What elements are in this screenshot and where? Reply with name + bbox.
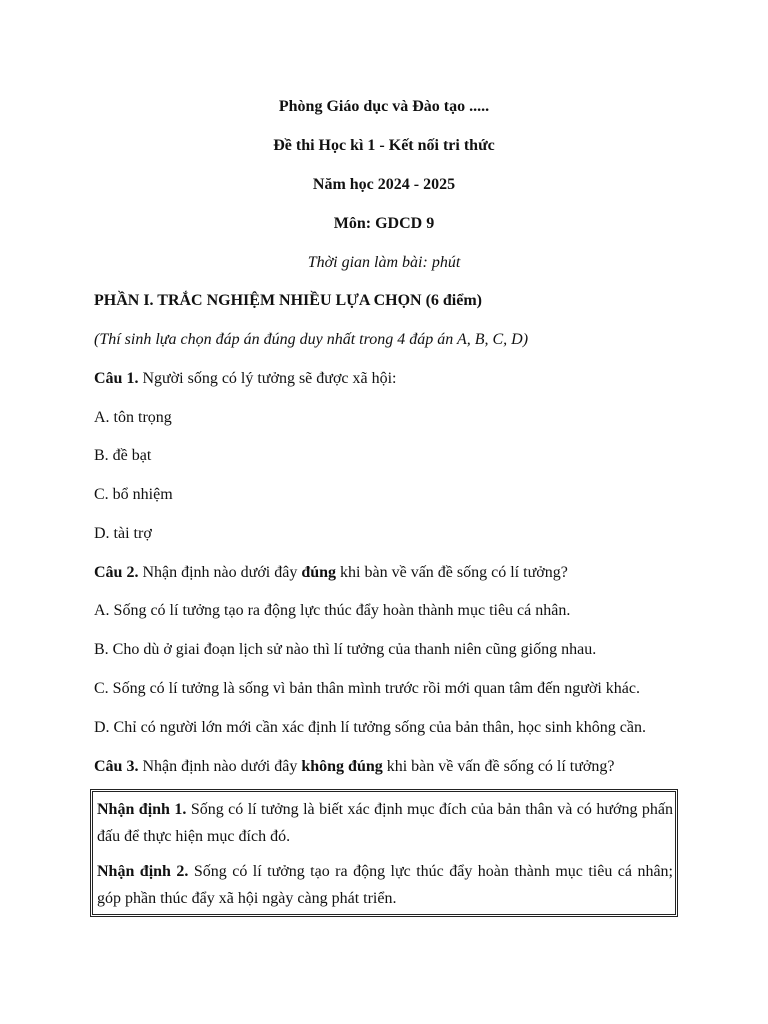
statement-label: Nhận định 2.: [97, 863, 189, 880]
question-label: Câu 1.: [94, 370, 139, 387]
q1-option-b: B. đề bạt: [94, 447, 152, 464]
q1-option-a: A. tôn trọng: [94, 409, 172, 426]
statement-label: Nhận định 1.: [97, 801, 187, 818]
department-heading: Phòng Giáo dục và Đào tạo .....: [278, 98, 490, 115]
q2-option-d: D. Chỉ có người lớn mới cần xác định lí tưởng sống của bản thân, học sinh không cần.: [94, 719, 646, 736]
q1-option-c: C. bổ nhiệm: [94, 486, 173, 503]
question-emphasis: đúng: [301, 564, 337, 581]
statement-2: [97, 858, 673, 912]
q2-option-a: A. Sống có lí tưởng tạo ra động lực thúc đẩy hoàn thành mục tiêu cá nhân.: [94, 602, 571, 619]
question-text: Người sống có lý tưởng sẽ được xã hội:: [138, 370, 397, 387]
question-label: Câu 3.: [94, 758, 139, 775]
question-text-end: khi bàn về vấn đề sống có lí tưởng?: [336, 564, 568, 581]
question-text: Nhận định nào dưới đây: [138, 564, 302, 581]
part1-title: PHẦN I. TRẮC NGHIỆM NHIỀU LỰA CHỌN (6 điểm): [94, 292, 483, 309]
question-text: Nhận định nào dưới đây: [138, 758, 302, 775]
statement-text: Sống có lí tưởng là biết xác định mục đích của bản thân và có hướng phấn đấu để thực hiện mục đích đó.: [97, 801, 673, 845]
subject-heading: Môn: GDCD 9: [333, 215, 435, 232]
part1-instruction: (Thí sinh lựa chọn đáp án đúng duy nhất trong 4 đáp án A, B, C, D): [94, 331, 529, 348]
statement-text: Sống có lí tưởng tạo ra động lực thúc đẩy hoàn thành mục tiêu cá nhân; góp phần thúc đẩy xã hội ngày càng phát triển.: [97, 863, 674, 907]
exam-title: Đề thi Học kì 1 - Kết nối tri thức: [273, 137, 495, 154]
statements-box: [90, 789, 678, 917]
question-2: [94, 563, 568, 583]
question-emphasis: không đúng: [301, 758, 383, 775]
school-year: Năm học 2024 - 2025: [312, 176, 456, 193]
statement-1: [97, 796, 673, 850]
question-3: [94, 757, 614, 777]
question-text-end: khi bàn về vấn đề sống có lí tưởng?: [382, 758, 615, 775]
q2-option-c: C. Sống có lí tưởng là sống vì bản thân mình trước rồi mới quan tâm đến người khác.: [94, 680, 641, 697]
q2-option-b: B. Cho dù ở giai đoạn lịch sử nào thì lí tưởng của thanh niên cũng giống nhau.: [94, 641, 597, 658]
question-1: [94, 369, 397, 389]
duration-note: Thời gian làm bài: phút: [307, 254, 461, 271]
question-label: Câu 2.: [94, 564, 139, 581]
q1-option-d: D. tài trợ: [94, 525, 152, 542]
